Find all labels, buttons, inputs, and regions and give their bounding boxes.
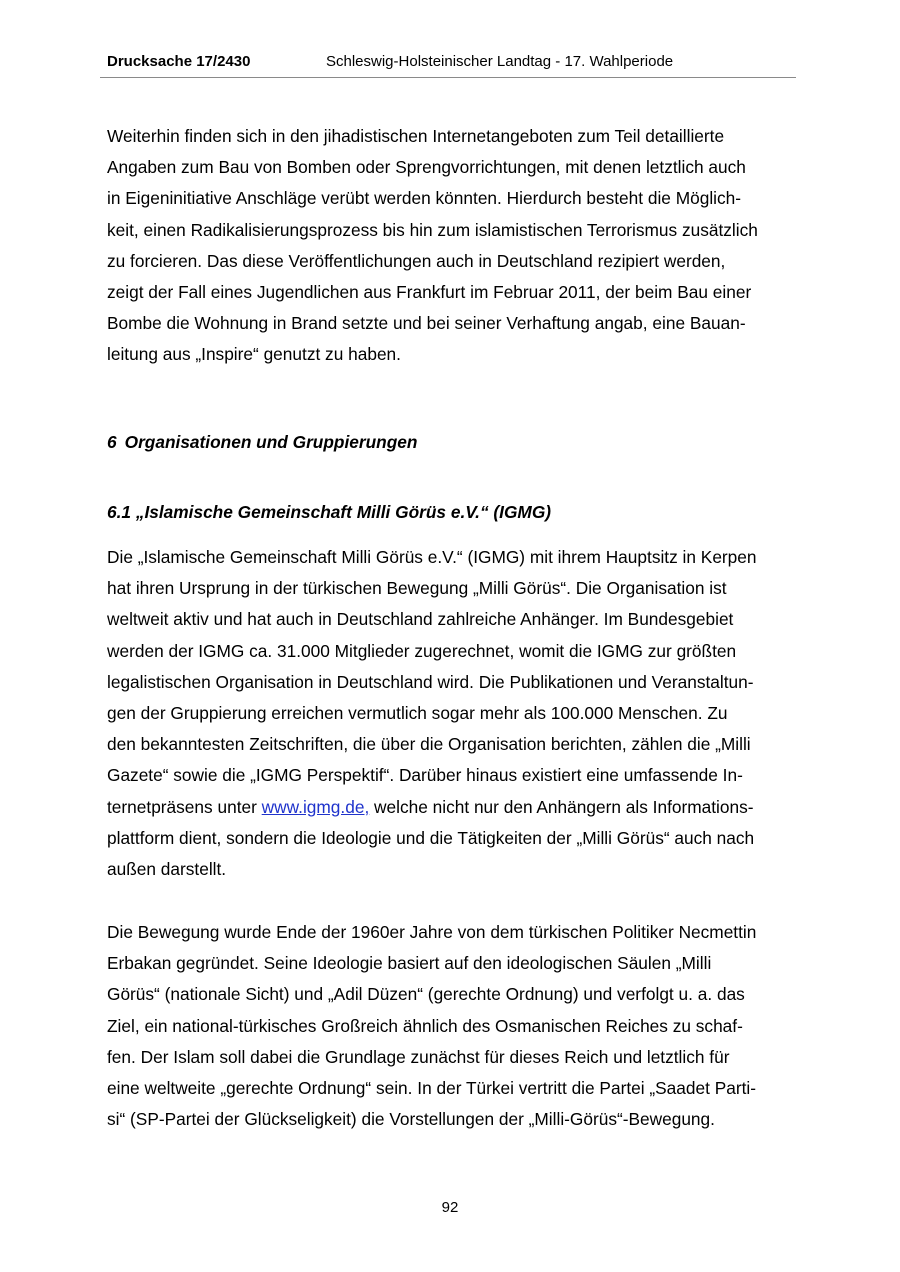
text-line: Gazete“ sowie die „IGMG Perspektif“. Darüber hinaus existiert eine umfassende In-	[107, 765, 743, 786]
page-number: 92	[441, 1199, 459, 1216]
text-line: legalistischen Organisation in Deutschland wird. Die Publikationen und Veranstaltun-	[107, 671, 754, 692]
text-line-with-link	[107, 792, 757, 823]
paragraph-movement-history	[107, 917, 756, 1135]
text-line: den bekanntesten Zeitschriften, die über die Organisation berichten, zählen die „Milli	[107, 734, 751, 755]
text-line: Die „Islamische Gemeinschaft Milli Görüs e.V.“ (IGMG) mit ihrem Hauptsitz in Kerpen	[107, 547, 757, 567]
text-line: werden der IGMG ca. 31.000 Mitglieder zugerechnet, womit die IGMG zur größten	[107, 640, 737, 661]
section-heading-6	[107, 432, 417, 453]
text-line: Ziel, ein national-türkisches Großreich ähnlich des Osmanischen Reiches zu schaf-	[107, 1015, 743, 1036]
document-number: Drucksache 17/2430	[107, 53, 251, 70]
link-prefix-text: ternetpräsens unter	[107, 796, 262, 817]
text-line: zu forcieren. Das diese Veröffentlichungen auch in Deutschland rezipiert werden,	[107, 250, 726, 271]
page-content	[107, 121, 797, 1130]
text-line: zeigt der Fall eines Jugendlichen aus Frankfurt im Februar 2011, der beim Bau einer	[107, 282, 752, 303]
text-line: leitung aus „Inspire“ genutzt zu haben.	[107, 344, 401, 365]
text-line: Görüs“ (nationale Sicht) und „Adil Düzen“ (gerechte Ordnung) und verfolgt u. a. das	[107, 984, 745, 1005]
text-line: Erbakan gegründet. Seine Ideologie basiert auf den ideologischen Säulen „Milli	[107, 953, 712, 974]
text-line: Weiterhin finden sich in den jihadistischen Internetangeboten zum Teil detaillierte	[107, 126, 725, 146]
paragraph-jihadist-content	[107, 121, 797, 371]
section-number: 6	[107, 432, 117, 452]
text-line: in Eigeninitiative Anschläge verübt werden könnten. Hierdurch besteht die Möglich-	[107, 188, 742, 209]
igmg-website-link[interactable]: www.igmg.de,	[261, 796, 370, 817]
section-title: Organisationen und Gruppierungen	[124, 432, 418, 452]
text-line: außen darstellt.	[107, 859, 227, 880]
text-line: eine weltweite „gerechte Ordnung“ sein. In der Türkei vertritt die Partei „Saadet Parti-	[107, 1078, 756, 1099]
text-line: fen. Der Islam soll dabei die Grundlage zunächst für dieses Reich und letztlich für	[107, 1046, 730, 1067]
text-line: weltweit aktiv und hat auch in Deutschland zahlreiche Anhänger. Im Bundesgebiet	[107, 609, 734, 630]
text-line: Bombe die Wohnung in Brand setzte und bei seiner Verhaftung angab, eine Bauan-	[107, 313, 746, 334]
text-line: gen der Gruppierung erreichen vermutlich sogar mehr als 100.000 Menschen. Zu	[107, 703, 728, 724]
paragraph-igmg	[107, 542, 757, 885]
link-suffix-text: welche nicht nur den Anhängern als Informations-	[369, 796, 754, 817]
text-line: Die Bewegung wurde Ende der 1960er Jahre von dem türkischen Politiker Necmettin	[107, 922, 757, 942]
header-title: Schleswig-Holsteinischer Landtag - 17. Wahlperiode	[326, 53, 674, 70]
text-line: Angaben zum Bau von Bomben oder Sprengvorrichtungen, mit denen letztlich auch	[107, 157, 746, 178]
page-header	[100, 52, 796, 78]
section-heading-6-1: 6.1 „Islamische Gemeinschaft Milli Görüs e.V.“ (IGMG)	[107, 502, 552, 522]
text-line: keit, einen Radikalisierungsprozess bis hin zum islamistischen Terrorismus zusätzlich	[107, 219, 758, 240]
text-line: si“ (SP-Partei der Glückseligkeit) die Vorstellungen der „Milli-Görüs“-Bewegung.	[107, 1109, 715, 1130]
text-line: hat ihren Ursprung in der türkischen Bewegung „Milli Görüs“. Die Organisation ist	[107, 578, 727, 599]
text-line: plattform dient, sondern die Ideologie und die Tätigkeiten der „Milli Görüs“ auch nach	[107, 827, 755, 848]
